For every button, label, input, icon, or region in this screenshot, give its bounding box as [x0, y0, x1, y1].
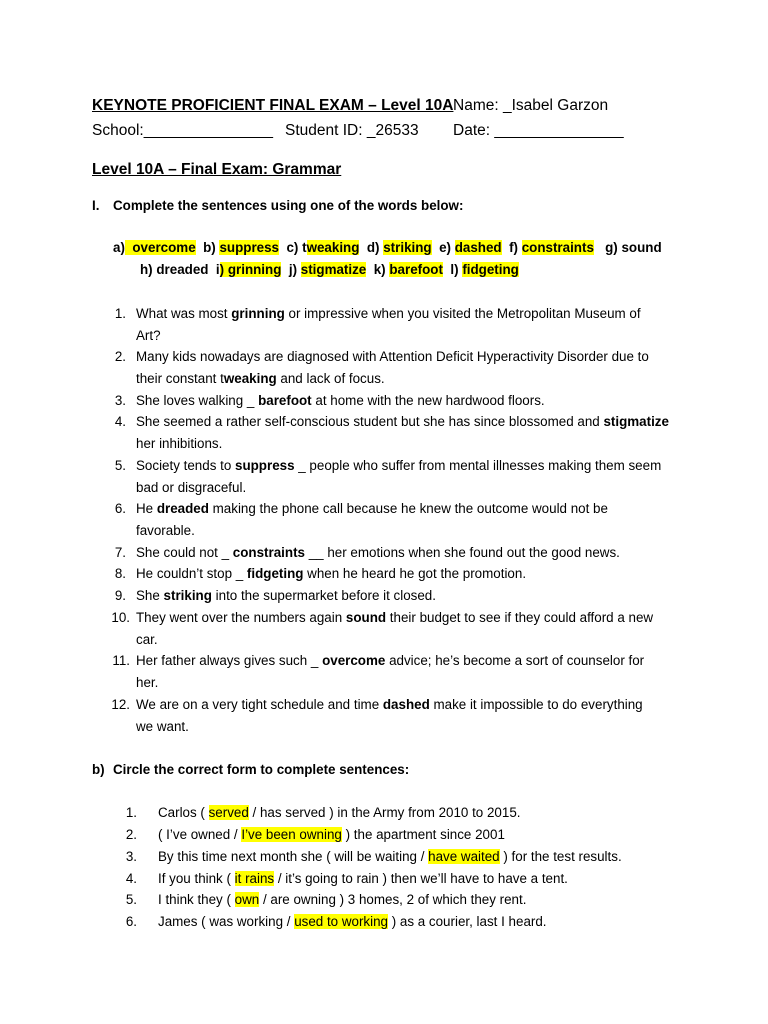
- sentence-text: Her father always gives such _: [136, 653, 323, 668]
- sentence-number: 6.: [114, 501, 126, 516]
- choice-text: Carlos (: [158, 805, 209, 820]
- sentence-text: They went over the numbers again: [136, 610, 346, 625]
- sentence-number: 10.: [111, 610, 130, 625]
- choice-answer: I’ve been owning: [241, 827, 342, 842]
- choice-5: [158, 891, 526, 909]
- date-field: Date: _______________: [453, 122, 624, 139]
- sentence-number: 11.: [112, 653, 130, 668]
- part2-label: b): [92, 762, 105, 777]
- sentence-answer: dashed: [382, 697, 430, 712]
- choice-text: By this time next month she ( will be waiting /: [158, 849, 429, 864]
- choice-number: 1.: [125, 805, 137, 820]
- sentence-answer: fidgeting: [246, 566, 304, 581]
- part1-numeral: I.: [92, 198, 100, 213]
- choice-answer: have waited: [428, 849, 500, 864]
- section-title: Level 10A – Final Exam: Grammar: [92, 161, 342, 178]
- sentence-text: She seemed a rather self-conscious student but she has since blossomed and: [136, 414, 604, 429]
- sentence-2-cont: [136, 370, 385, 388]
- choice-text: ( I’ve owned /: [158, 827, 242, 842]
- sentence-text: She could not _: [136, 545, 233, 560]
- choice-6: [158, 913, 547, 931]
- sentence-1: [136, 305, 641, 323]
- sentence-1-cont: Art?: [136, 328, 161, 343]
- word-bank-word: weaking: [306, 240, 360, 255]
- sentence-6-cont: favorable.: [136, 523, 195, 538]
- sentence-answer: constraints: [232, 545, 305, 560]
- sentence-2: Many kids nowadays are diagnosed with Attention Deficit Hyperactivity Disorder due to: [136, 349, 649, 364]
- part2-instruction: Circle the correct form to complete sentences:: [113, 762, 410, 777]
- sentence-number: 5.: [114, 458, 126, 473]
- choice-text: / has served ) in the Army from 2010 to 2015.: [248, 805, 521, 820]
- sentence-text: He couldn’t stop _: [136, 566, 247, 581]
- exam-title: [92, 96, 453, 116]
- choice-2: [158, 826, 505, 844]
- sentence-answer: barefoot: [258, 393, 312, 408]
- choice-text: ) for the test results.: [499, 849, 622, 864]
- choice-3: [158, 848, 622, 866]
- sentence-number: 3.: [114, 393, 126, 408]
- choice-text: / it’s going to rain ) then we’ll have to have a tent.: [274, 871, 568, 886]
- word-bank-letter: k): [373, 262, 386, 277]
- sentence-answer: dreaded: [156, 501, 209, 516]
- sentence-number: 2.: [114, 349, 126, 364]
- sentence-text: at home with the new hardwood floors.: [311, 393, 545, 408]
- sentence-4-cont: her inhibitions.: [136, 436, 223, 451]
- sentence-number: 7.: [114, 545, 126, 560]
- name-value: Isabel Garzon: [511, 97, 609, 114]
- word-bank-letter: h): [140, 262, 153, 277]
- part1-instruction: Complete the sentences using one of the words below:: [113, 198, 464, 213]
- sentence-answer: weaking: [223, 371, 277, 386]
- word-bank-letter: b): [203, 240, 216, 255]
- sentence-number: 12.: [111, 697, 130, 712]
- sentence-6: [136, 500, 608, 518]
- choice-number: 2.: [125, 827, 137, 842]
- choice-text: If you think (: [158, 871, 235, 886]
- sentence-text: __ her emotions when she found out the good news.: [304, 545, 620, 560]
- choice-answer: served: [208, 805, 249, 820]
- sentence-number: 8.: [114, 566, 126, 581]
- choice-number: 3.: [125, 849, 137, 864]
- choice-text: James ( was working /: [158, 914, 295, 929]
- sentence-number: 4.: [114, 414, 126, 429]
- choice-text: ) as a courier, last I heard.: [387, 914, 547, 929]
- choice-4: [158, 870, 568, 888]
- sentence-answer: suppress: [235, 458, 295, 473]
- word-bank-word: striking: [383, 240, 432, 255]
- sentence-number: 9.: [114, 588, 126, 603]
- sentence-11: [136, 652, 644, 670]
- word-bank-word: suppress: [219, 240, 280, 255]
- sentence-5: [136, 457, 661, 475]
- word-bank-letter: a): [113, 240, 125, 255]
- sentence-text: making the phone call because he knew the outcome would not be: [208, 501, 608, 516]
- sentence-number: 1.: [114, 306, 126, 321]
- word-bank-line-1: [113, 239, 662, 257]
- sentence-text: their constant t: [136, 371, 224, 386]
- word-bank-letter: i: [215, 262, 220, 277]
- sentence-3: [136, 392, 545, 410]
- sentence-text: and lack of focus.: [276, 371, 385, 386]
- word-bank-letter: l): [450, 262, 459, 277]
- sentence-text: advice; he’s become a sort of counselor for: [385, 653, 645, 668]
- word-bank-letter: f): [509, 240, 518, 255]
- sentence-answer: overcome: [322, 653, 386, 668]
- student-id-field: Student ID: _26533: [285, 122, 419, 139]
- sentence-9: [136, 587, 436, 605]
- exam-title-text: KEYNOTE PROFICIENT FINAL EXAM – Level 10A: [92, 97, 454, 114]
- sentence-text: into the supermarket before it closed.: [211, 588, 436, 603]
- sentence-8: [136, 565, 526, 583]
- word-bank-word: dashed: [454, 240, 502, 255]
- choice-number: 4.: [125, 871, 137, 886]
- choice-answer: own: [234, 892, 260, 907]
- sentence-12-cont: we want.: [136, 719, 189, 734]
- choice-number: 5.: [125, 892, 137, 907]
- word-bank-letter: g): [605, 240, 618, 255]
- sentence-answer: striking: [163, 588, 212, 603]
- choice-text: ) the apartment since 2001: [341, 827, 505, 842]
- sentence-text: We are on a very tight schedule and time: [136, 697, 383, 712]
- sentence-answer: stigmatize: [603, 414, 669, 429]
- word-bank-word: dreaded: [156, 262, 209, 277]
- word-bank-letter: e): [439, 240, 451, 255]
- sentence-text: their budget to see if they could afford a new: [386, 610, 654, 625]
- sentence-12: [136, 696, 643, 714]
- sentence-text: _ people who suffer from mental illnesses making them seem: [294, 458, 662, 473]
- sentence-text: She: [136, 588, 164, 603]
- sentence-text: make it impossible to do everything: [429, 697, 643, 712]
- choice-text: I think they (: [158, 892, 235, 907]
- name-label: Name: _: [453, 97, 512, 114]
- sentence-answer: sound: [345, 610, 387, 625]
- word-bank-letter: c) t: [286, 240, 307, 255]
- sentence-7: [136, 544, 620, 562]
- word-bank-line-2: [140, 261, 519, 279]
- sentence-text: She loves walking _: [136, 393, 259, 408]
- choice-answer: it rains: [234, 871, 275, 886]
- sentence-text: Society tends to: [136, 458, 235, 473]
- sentence-text: He: [136, 501, 157, 516]
- word-bank-word: overcome: [132, 240, 196, 255]
- choice-answer: used to working: [294, 914, 388, 929]
- sentence-10-cont: car.: [136, 632, 158, 647]
- word-bank-word: ) grinning: [219, 262, 282, 277]
- sentence-text: What was most: [136, 306, 232, 321]
- word-bank-word: constraints: [521, 240, 594, 255]
- sentence-5-cont: bad or disgraceful.: [136, 480, 247, 495]
- word-bank-letter: d): [366, 240, 380, 255]
- sentence-10: [136, 609, 653, 627]
- sentence-text: or impressive when you visited the Metropolitan Museum of: [284, 306, 641, 321]
- choice-text: / are owning ) 3 homes, 2 of which they rent.: [259, 892, 527, 907]
- word-bank-word: fidgeting: [462, 262, 519, 277]
- word-bank-word: sound: [621, 240, 662, 255]
- word-bank-word: barefoot: [389, 262, 443, 277]
- word-bank-word: stigmatize: [300, 262, 367, 277]
- school-field: School:_______________: [92, 122, 274, 139]
- sentence-4: [136, 413, 669, 431]
- choice-number: 6.: [125, 914, 137, 929]
- name-field: [453, 96, 608, 116]
- choice-1: [158, 804, 520, 822]
- sentence-text: when he heard he got the promotion.: [303, 566, 527, 581]
- word-bank-letter: j): [288, 262, 298, 277]
- sentence-answer: grinning: [231, 306, 285, 321]
- sentence-11-cont: her.: [136, 675, 159, 690]
